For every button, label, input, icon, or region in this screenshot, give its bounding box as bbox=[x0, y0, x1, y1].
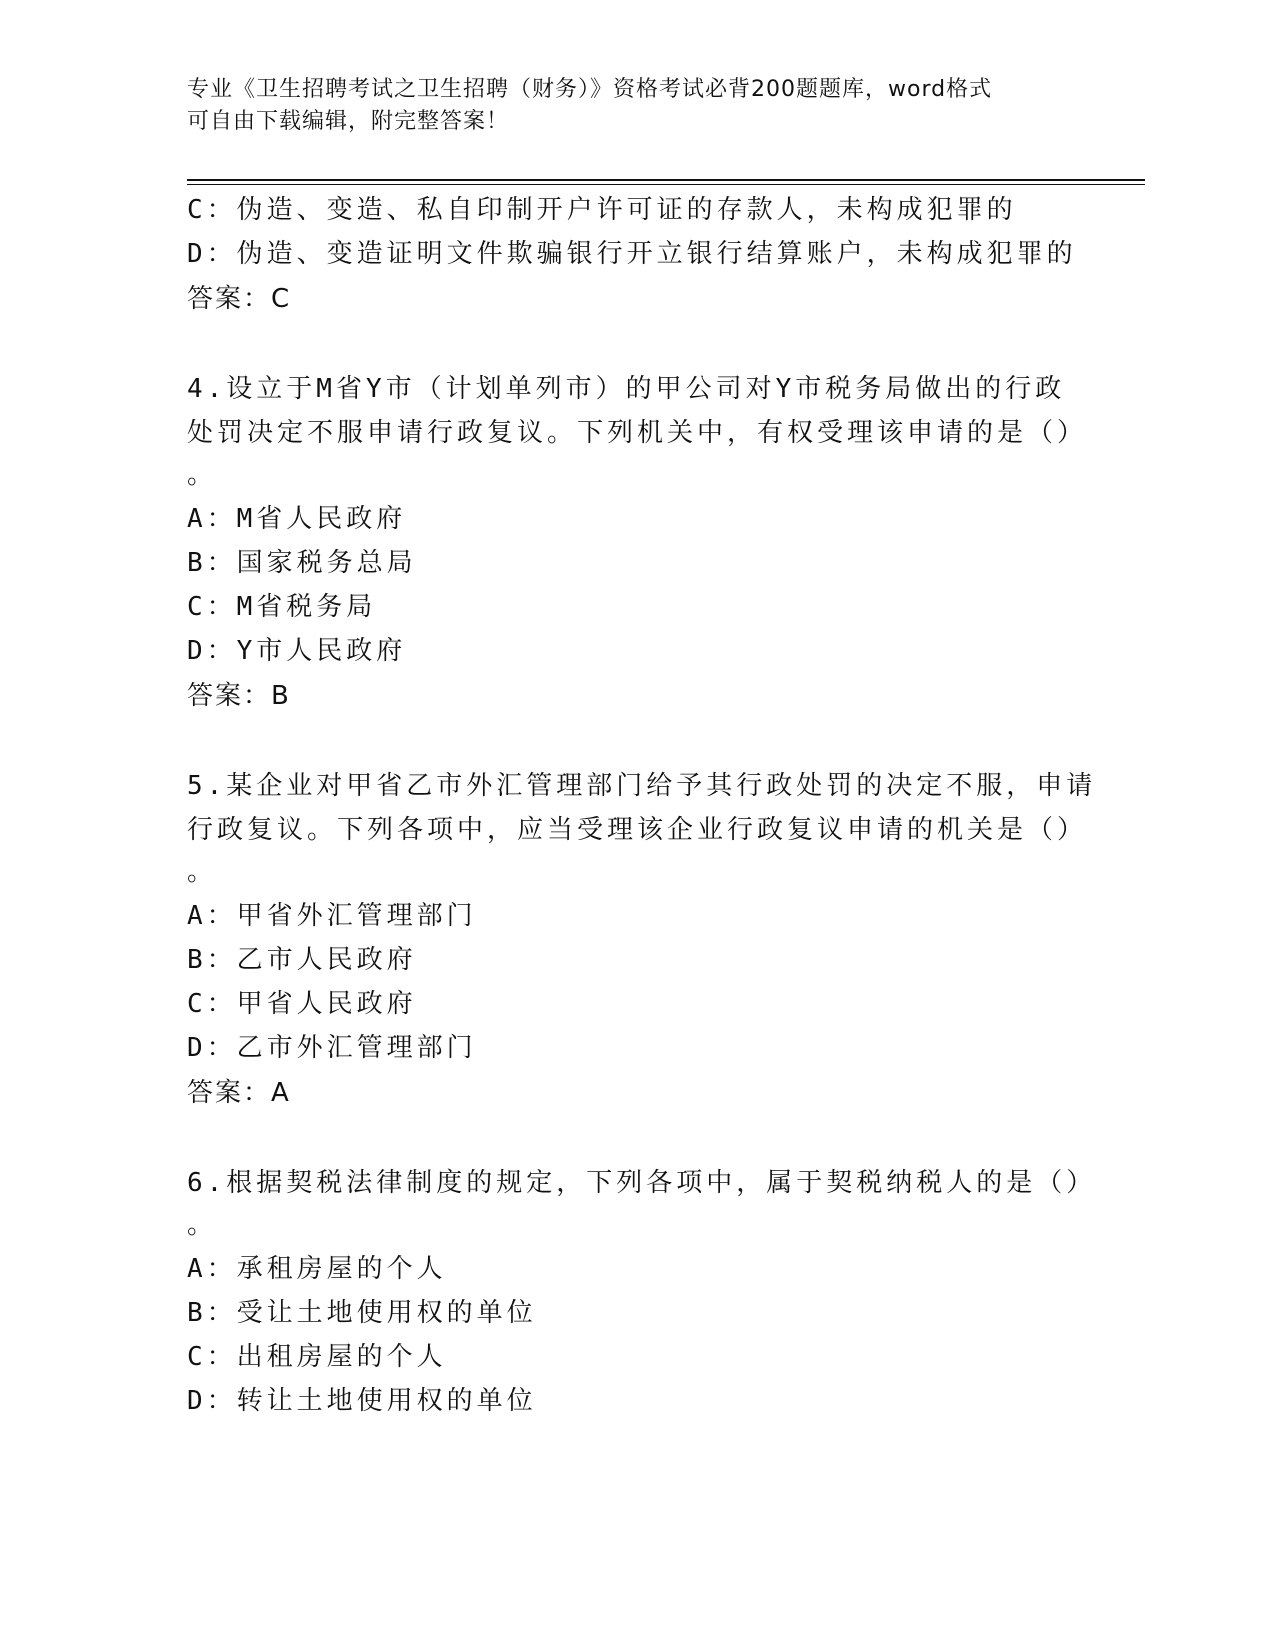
header-title-line1: 专业《卫生招聘考试之卫生招聘（财务）》资格考试必背200题题库，word格式 bbox=[187, 77, 993, 102]
q4-option-c: C：M省税务局 bbox=[187, 592, 377, 622]
q5-option-b: B：乙市人民政府 bbox=[187, 945, 417, 975]
document-header bbox=[187, 74, 1087, 138]
q4-option-a: A：M省人民政府 bbox=[187, 504, 407, 534]
q6-option-d: D：转让土地使用权的单位 bbox=[187, 1386, 537, 1416]
q5-answer: 答案：A bbox=[187, 1078, 291, 1108]
q4-stem-line2: 处罚决定不服申请行政复议。下列机关中，有权受理该申请的是（） bbox=[187, 418, 1088, 448]
q6-option-a: A：承租房屋的个人 bbox=[187, 1254, 447, 1284]
q6-stem-line1: 6.根据契税法律制度的规定，下列各项中，属于契税纳税人的是（） bbox=[187, 1168, 1097, 1198]
q5-stem-line3: 。 bbox=[187, 857, 218, 887]
q4-option-d: D：Y市人民政府 bbox=[187, 636, 407, 666]
q5-option-d: D：乙市外汇管理部门 bbox=[187, 1033, 477, 1063]
q6-option-c: C：出租房屋的个人 bbox=[187, 1342, 447, 1372]
q5-stem-line2: 行政复议。下列各项中，应当受理该企业行政复议申请的机关是（） bbox=[187, 815, 1088, 845]
q5-option-c: C：甲省人民政府 bbox=[187, 989, 417, 1019]
q4-answer: 答案：B bbox=[187, 681, 291, 711]
q3-option-d: D：伪造、变造证明文件欺骗银行开立银行结算账户，未构成犯罪的 bbox=[187, 239, 1077, 269]
q5-option-a: A：甲省外汇管理部门 bbox=[187, 901, 477, 931]
header-divider-thick bbox=[187, 179, 1145, 181]
q3-option-c: C：伪造、变造、私自印制开户许可证的存款人，未构成犯罪的 bbox=[187, 195, 1017, 225]
q6-stem-line2: 。 bbox=[187, 1210, 218, 1240]
q6-option-b: B：受让土地使用权的单位 bbox=[187, 1298, 537, 1328]
q3-answer: 答案：C bbox=[187, 284, 292, 314]
q4-option-b: B：国家税务总局 bbox=[187, 548, 417, 578]
q5-stem-line1: 5.某企业对甲省乙市外汇管理部门给予其行政处罚的决定不服，申请 bbox=[187, 771, 1097, 801]
header-title-line2: 可自由下载编辑，附完整答案！ bbox=[187, 109, 510, 134]
header-divider-thin bbox=[187, 184, 1145, 185]
q4-stem-line1: 4.设立于M省Y市（计划单列市）的甲公司对Y市税务局做出的行政 bbox=[187, 374, 1066, 404]
q4-stem-line3: 。 bbox=[187, 460, 218, 490]
